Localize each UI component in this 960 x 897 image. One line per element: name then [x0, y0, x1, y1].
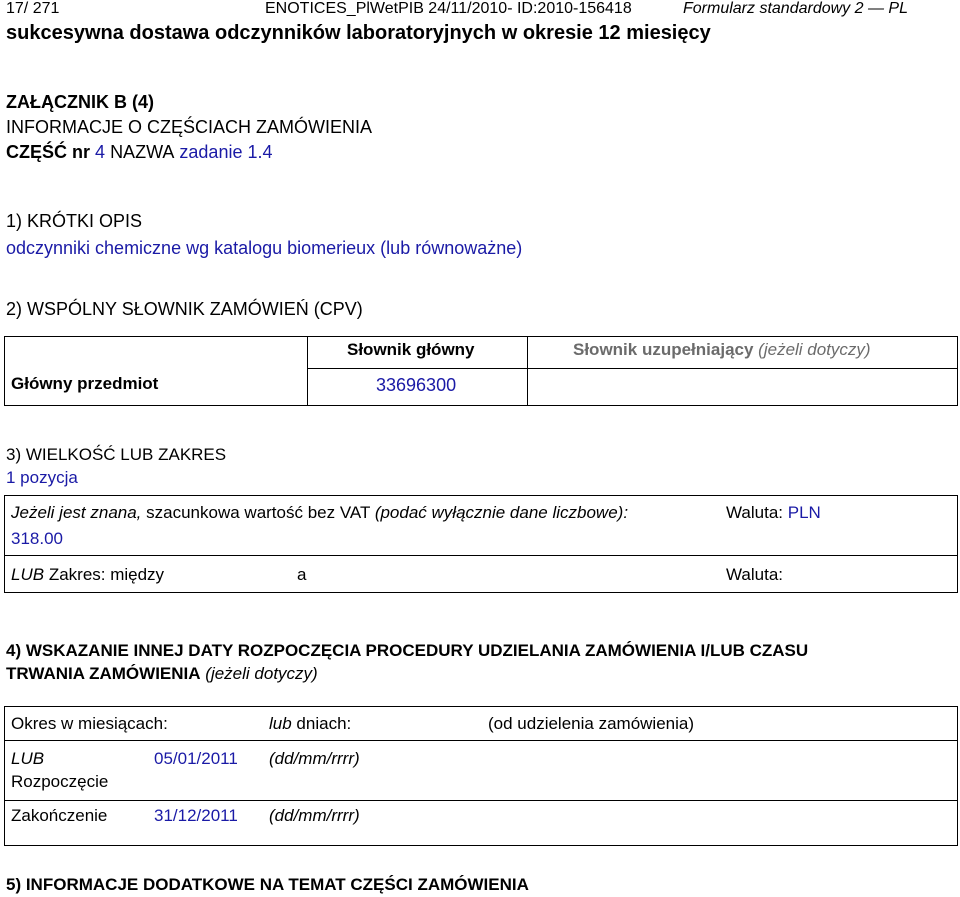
cpv-divider	[307, 336, 308, 406]
range-currency-label: Waluta:	[726, 565, 784, 584]
estimated-value: 318.00	[11, 529, 63, 548]
range-line	[11, 565, 164, 585]
annex-subtitle: INFORMACJE O CZĘŚCIACH ZAMÓWIENIA	[6, 117, 373, 137]
start-label: Rozpoczęcie	[11, 772, 109, 791]
part-name: zadanie 1.4	[179, 142, 273, 162]
lub-label: LUB	[11, 749, 45, 768]
section5-heading: 5) INFORMACJE DODATKOWE NA TEMAT CZĘŚCI ZAMÓWIENIA	[6, 875, 529, 894]
section4-heading-note: (jeżeli dotyczy)	[205, 664, 318, 683]
currency-line	[726, 503, 821, 523]
cpv-main-header: Słownik główny	[347, 340, 475, 359]
start-date: 05/01/2011	[154, 749, 238, 768]
page-number: 17/ 271	[6, 0, 60, 17]
estimate-label: Jeżeli jest znana,	[11, 503, 142, 522]
notice-reference: ENOTICES_PlWetPIB 24/11/2010- ID:2010-156418	[265, 0, 632, 17]
start-date-format: (dd/mm/rrrr)	[269, 749, 360, 768]
from-award-label: (od udzielenia zamówienia)	[488, 714, 695, 733]
cpv-supp-header	[573, 340, 871, 360]
range-and: a	[297, 565, 307, 584]
dates-divider	[4, 800, 958, 801]
cpv-main-code: 33696300	[376, 375, 457, 395]
currency-value: PLN	[787, 503, 821, 522]
estimate-label-2: szacunkowa wartość bez VAT	[146, 503, 371, 522]
currency-label: Waluta:	[726, 503, 784, 522]
section3-heading: 3) WIELKOŚĆ LUB ZAKRES	[6, 445, 227, 464]
cpv-supp-label: Słownik uzupełniający	[573, 340, 754, 359]
end-date-format: (dd/mm/rrrr)	[269, 806, 360, 825]
part-label: CZĘŚĆ nr	[6, 142, 91, 162]
dates-divider	[4, 740, 958, 741]
section4-heading-2: TRWANIA ZAMÓWIENIA	[6, 664, 201, 683]
cpv-row-label: Główny przedmiot	[11, 374, 159, 393]
part-line	[6, 142, 272, 163]
section1-heading: 1) KRÓTKI OPIS	[6, 211, 143, 231]
part-name-label: NAZWA	[110, 142, 175, 162]
section4-heading-1: 4) WSKAZANIE INNEJ DATY ROZPOCZĘCIA PROCEDURY UDZIELANIA ZAMÓWIENIA I/LUB CZASU	[6, 641, 809, 660]
section4-heading-2-line	[6, 664, 318, 684]
quantity: 1 pozycja	[6, 468, 78, 487]
days-label: dniach:	[296, 714, 352, 733]
short-description: odczynniki chemiczne wg katalogu biomerieux (lub równoważne)	[6, 238, 523, 258]
section2-heading: 2) WSPÓLNY SŁOWNIK ZAMÓWIEŃ (CPV)	[6, 299, 363, 319]
range-label: Zakres: między	[48, 565, 165, 584]
form-name: Formularz standardowy 2 — PL	[683, 0, 908, 17]
estimate-note: (podać wyłącznie dane liczbowe):	[374, 503, 629, 522]
or-label: lub	[269, 714, 292, 733]
document-title: sukcesywna dostawa odczynników laboratoryjnych w okresie 12 miesięcy	[6, 22, 711, 44]
days-line	[269, 714, 351, 734]
cpv-divider	[307, 368, 958, 369]
part-number: 4	[95, 142, 106, 162]
cpv-divider	[527, 336, 528, 406]
range-or: LUB	[11, 565, 45, 584]
end-label: Zakończenie	[11, 806, 108, 825]
value-divider	[4, 555, 958, 556]
end-date: 31/12/2011	[154, 806, 238, 825]
annex-title: ZAŁĄCZNIK B (4)	[6, 92, 154, 112]
cpv-supp-note: (jeżeli dotyczy)	[758, 340, 871, 359]
months-label: Okres w miesiącach:	[11, 714, 168, 733]
estimate-line	[11, 503, 628, 523]
